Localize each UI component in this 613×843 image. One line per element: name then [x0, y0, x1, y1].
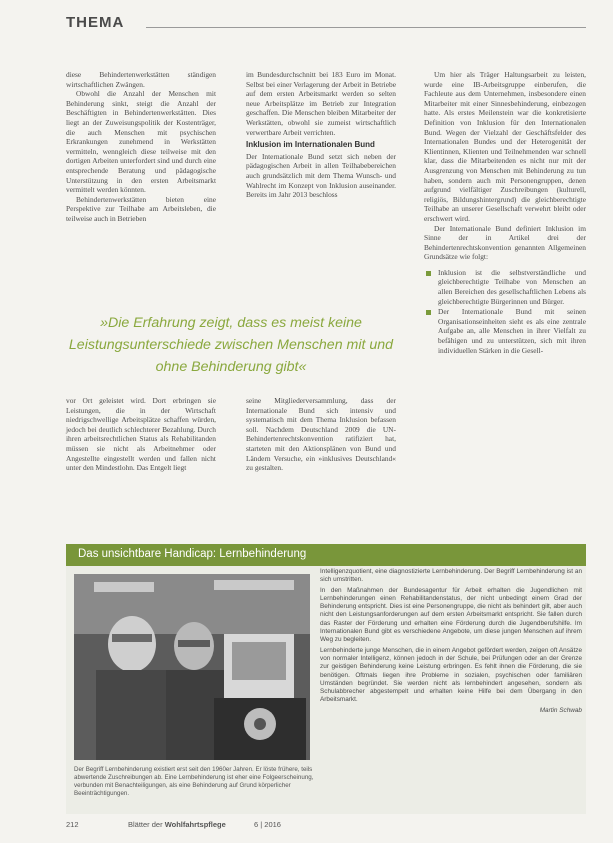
- bullet-item: Der Internationale Bund mit seinen Organisationseinheiten sieht es als eine zentrale Aufgabe an, alle Menschen in ihrer Vielfalt zu befähigen und zu unterstützen, sich mit ihren individuellen Stärken in die Gesell-: [424, 307, 586, 355]
- paragraph: seine Mitgliederversammlung, dass der Internationale Bund sich intensiv und systematisch mit dem Thema Inklusion befassen soll. Nachdem Deutschland 2009 die UN-Behindertenrechtskonvention ratifiziert hat, starteten mit den Aktionsplänen von Bund und Ländern Versuche, ein »inklusives Deutschland« zu gestalten.: [246, 396, 396, 473]
- page-number: 212: [66, 820, 79, 829]
- paragraph: Der Internationale Bund setzt sich neben der pädagogischen Arbeit in allen Teilhabebereichen auch grundsätzlich mit dem Thema Wunsch- und Wahlrecht im Konzept von Inklusion auseinander. Bereits im Jahr 2013 beschloss: [246, 151, 396, 200]
- bullet-list: [424, 268, 586, 355]
- paragraph: im Bundesdurchschnitt bei 183 Euro im Monat. Selbst bei einer Verlagerung der Arbeit in Betriebe auf dem ersten Arbeitsmarkt werden so selten neue Arbeitsplätze im Betrieb zur Integration geschaffen. Die Menschen bleiben Mitarbeiter der Werkstätten, obwohl sie zumeist wirtschaftlich verwertbare Arbeit verrichten.: [246, 70, 396, 137]
- column-1-top: [66, 70, 216, 224]
- bullet-item: Inklusion ist die selbstverständliche und gleichberechtigte Teilhabe von Menschen an allen Bereichen des gesellschaftlichen Lebens als gleichberechtigte Bürgerinnen und Bürger.: [424, 268, 586, 306]
- author-name: Martin Schwab: [539, 706, 582, 714]
- workshop-photo: [74, 574, 310, 760]
- column-2-bottom: [246, 396, 396, 473]
- paragraph: Behindertenwerkstätten bieten eine Perspektive zur Teilhabe am Arbeitsleben, die teilweise auch in Betrieben: [66, 194, 216, 223]
- paragraph: diese Behindertenwerkstätten ständigen wirtschaftlichen Zwängen.: [66, 70, 216, 89]
- paragraph: Intelligenzquotient, eine diagnostizierte Lernbehinderung. Der Begriff Lernbehinderung ist an sich umstritten.: [320, 568, 582, 584]
- header-rule: [146, 27, 586, 28]
- info-box-header: [66, 544, 586, 566]
- column-2-top: [246, 70, 396, 200]
- info-box-title: Das unsichtbare Handicap: Lernbehinderung: [78, 548, 307, 560]
- pull-quote: »Die Erfahrung zeigt, dass es meist keine Leistungsunterschiede zwischen Menschen mit und ohne Behinderung gibt«: [68, 315, 394, 375]
- paragraph: Obwohl die Anzahl der Menschen mit Behinderung sinkt, steigt die Anzahl der Beschäftigten in Behindertenwerkstätten. Dies liegt an der Zuweisungspolitik der Kostenträger, die auch Menschen mit psychischen Erkrankungen zunehmend in Werkstätten vermitteln, wenngleich diese teilweise mit den dortigen Arbeiten unterfordert sind und durch eine entsprechende Beratung und pädagogische Unterstützung in den ersten Arbeitsmarkt vermittelt werden könnten.: [66, 89, 216, 195]
- photo-caption: Der Begriff Lernbehinderung existiert erst seit den 1960er Jahren. Er löste frühere, teils abwertende Zuschreibungen ab. Eine Lernbehinderung ist eher eine Folgeerscheinung, verbunden mit Benachteiligungen, als eine Behinderung auf Grund körperlicher Beeinträchtigungen.: [74, 766, 314, 797]
- journal-name: [128, 820, 226, 829]
- workshop-photo-illustration: [74, 574, 310, 760]
- paragraph: Der Internationale Bund definiert Inklusion im Sinne der in Artikel drei der Behindertenrechtskonvention genannten Allgemeinen Grundsätze wie folgt:: [424, 223, 586, 262]
- issue-number: 6 | 2016: [254, 820, 281, 829]
- journal-name-regular: Blätter der: [128, 820, 165, 829]
- info-box-text: [320, 568, 582, 715]
- paragraph: In den Maßnahmen der Bundesagentur für Arbeit erhalten die Jugendlichen mit Lernbehinderungen einen Rehabilitandenstatus, der nicht unbedingt einem Grad der Behinderung entspricht. Dies ist eine Personengruppe, die nicht als behindert gilt, aber auch nicht den Leistungsanforderungen auf dem ersten Arbeitsmarkt entspricht. Sie fallen durch das Raster der Förderung und erhalten eine Förderung durch die Jugendberufshilfe. Im Internationalen Bund gibt es verschiedene Angebote, um diese jungen Menschen auf ihrem Weg zu begleiten.: [320, 586, 582, 644]
- section-header: [66, 14, 586, 32]
- paragraph: Lernbehinderte junge Menschen, die in einem Angebot gefördert werden, zeigen oft Ansätze von normaler Intelligenz, können jedoch in der Schule, bei Prüfungen oder an der Grenze zur geistigen Behinderung keine Leistung erbringen. Es fehlt ihnen die Förderung, die sie benötigen. Oftmals liegen ihre Probleme in sozialen, psychischen oder familiären Umständen begründet. Sie werden nicht als lernbehindert angesehen, sondern als Schulabbrecher abgestempelt und erhalten keine Hilfe bei dem Übergang in den Arbeitsmarkt.: [320, 646, 582, 704]
- column-1-bottom: [66, 396, 216, 473]
- section-label: THEMA: [66, 14, 125, 31]
- paragraph: Um hier als Träger Haltungsarbeit zu leisten, wurde eine IB-Arbeitsgruppe einberufen, die Fachleute aus dem Unternehmen, insbesondere einen Mitarbeiter mit einer Sinnesbehinderung, einbezogen hatte. Als erstes Meilenstein war die konkretisierte Definition von Inklusion für den Internationalen Bund. Wegen der Vielzahl der Geschäftsfelder des Internationalen Bundes und der Heterogenität der Klientinnen, Klienten und Teilnehmenden war schnell klar, dass die Mitarbeitenden es nicht nur mit der Ausgrenzung von Menschen mit Behinderung zu tun haben, sondern auch mit Personengruppen, denen aufgrund vielfältiger Zuschreibungen (kulturell, religiös, Bildungshintergrund) die gleichberechtigte Teilhabe an unserer Gesellschaft verwehrt bleibt oder erschwert wird.: [424, 70, 586, 223]
- info-box: [66, 544, 586, 814]
- column-3: [424, 70, 586, 356]
- paragraph: vor Ort geleistet wird. Dort erbringen sie Leistungen, die in der Wirtschaft niedrigschwellige Arbeitsplätze schaffen würden, jedoch bei deutlich schlechterer Bezahlung. Durch ihren arbeitsrechtlichen Status als Rehabilitanden müssen sie nicht als Arbeitnehmer oder Angestellte eingestellt werden und fallen nicht unter den Mindestlohn. Das Entgelt liegt: [66, 396, 216, 473]
- subheading: Inklusion im Internationalen Bund: [246, 140, 375, 150]
- journal-name-bold: Wohlfahrtspflege: [164, 820, 226, 829]
